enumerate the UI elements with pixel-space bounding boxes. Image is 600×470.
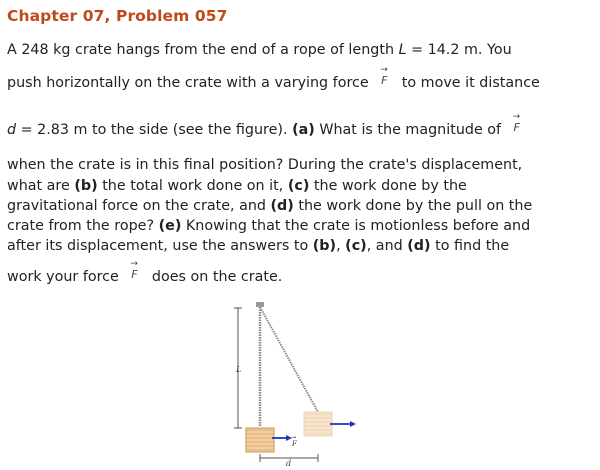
problem-line-9 xyxy=(7,259,283,285)
text: gravitational force on the crate, and xyxy=(7,198,271,214)
problem-line-2 xyxy=(7,65,540,91)
part-label-e: (e) xyxy=(158,218,182,234)
part-label-c: (c) xyxy=(345,238,367,254)
vector-f-symbol: → F xyxy=(380,65,388,87)
vector-f-symbol: → F xyxy=(512,112,521,134)
ceiling-mount xyxy=(256,302,264,307)
text: = 2.83 m to the side (see the figure). xyxy=(16,122,293,138)
problem-line-6 xyxy=(7,198,532,214)
text: , and xyxy=(366,238,408,254)
text: , xyxy=(336,238,346,254)
part-label-b: (b) xyxy=(312,238,337,254)
problem-line-4: when the crate is in this final position? During the crate's displacement, xyxy=(7,157,523,173)
text: the work done by the pull on the xyxy=(293,198,533,214)
text: the total work done on it, xyxy=(97,178,288,194)
crate-initial xyxy=(246,428,274,452)
crate-final xyxy=(304,412,332,436)
label-d: d xyxy=(286,459,292,468)
problem-line-1 xyxy=(7,42,512,58)
label-f: F xyxy=(292,440,297,448)
problem-line-5 xyxy=(7,178,467,194)
text: A 248 kg crate hangs from the end of a rope of length xyxy=(7,42,399,58)
symbol-L: L xyxy=(398,42,407,58)
text: after its displacement, use the answers to xyxy=(7,238,313,254)
part-label-a: (a) xyxy=(292,122,315,138)
pendulum-crate-figure xyxy=(222,300,372,468)
text: push horizontally on the crate with a varying force xyxy=(7,75,374,91)
problem-line-7 xyxy=(7,218,530,234)
part-label-b: (b) xyxy=(74,178,98,194)
vector-f-symbol: → F xyxy=(130,259,138,281)
svg-text:→: → xyxy=(291,434,297,441)
problem-line-3 xyxy=(7,112,530,138)
part-label-d: (d) xyxy=(270,198,294,214)
label-l: L xyxy=(236,365,242,374)
part-label-c: (c) xyxy=(287,178,310,194)
text: to move it distance xyxy=(397,75,540,91)
text: Knowing that the crate is motionless before and xyxy=(181,218,531,234)
text: what are xyxy=(7,178,75,194)
text: = 14.2 m. You xyxy=(406,42,512,58)
text: the work done by the xyxy=(309,178,467,194)
text: What is the magnitude of xyxy=(314,122,506,138)
text: does on the crate. xyxy=(147,269,283,285)
text: crate from the rope? xyxy=(7,218,159,234)
rope-final xyxy=(260,307,318,412)
symbol-d: d xyxy=(7,122,17,138)
page-title: Chapter 07, Problem 057 xyxy=(7,7,228,25)
text: to find the xyxy=(430,238,510,254)
text: work your force xyxy=(7,269,124,285)
problem-line-8 xyxy=(7,238,509,254)
part-label-d: (d) xyxy=(407,238,431,254)
